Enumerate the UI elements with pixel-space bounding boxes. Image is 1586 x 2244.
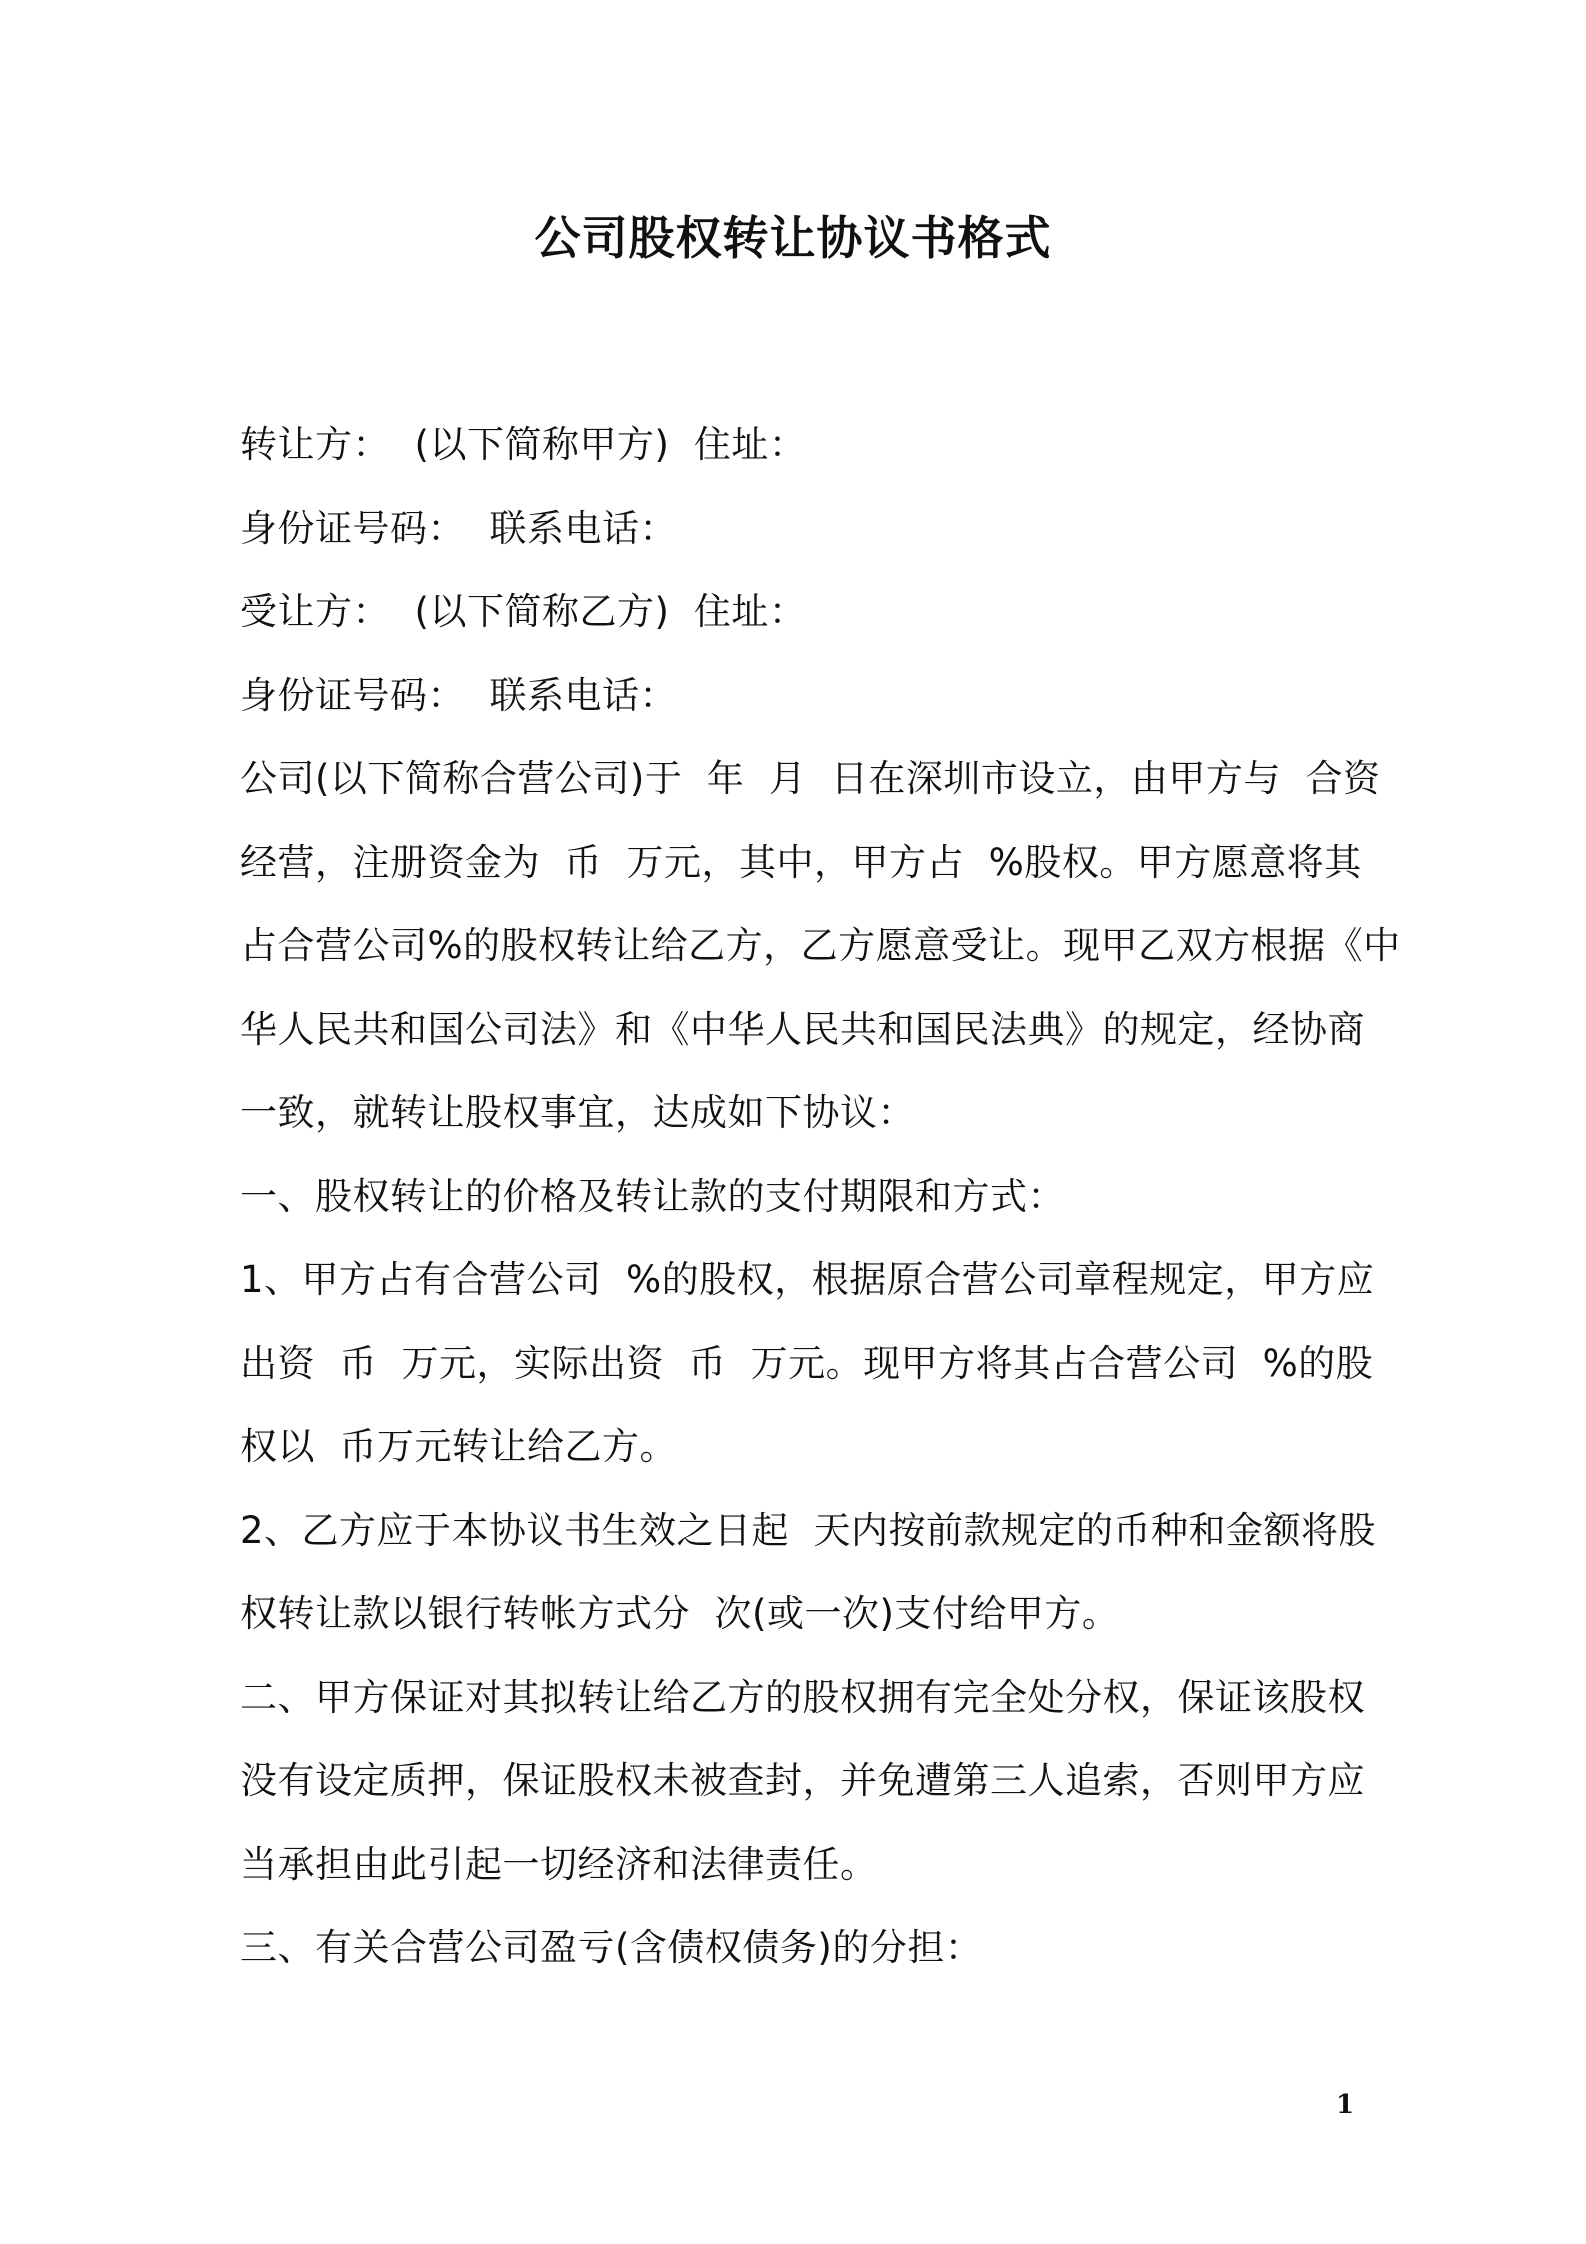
text-line: 受让方： (以下简称乙方) 住址： (240, 590, 807, 633)
text-line: 当承担由此引起一切经济和法律责任。 (240, 1842, 878, 1886)
text-line: 华人民共和国公司法》和《中华人民共和国民法典》的规定，经协商 (240, 1007, 1365, 1051)
document-body (240, 403, 1401, 1990)
text-line: 出资 币 万元，实际出资 币 万元。现甲方将其占合营公司 %的股 (240, 1341, 1374, 1385)
text-line: 1、甲方占有合营公司 %的股权，根据原合营公司章程规定，甲方应 (240, 1258, 1375, 1301)
text-line: 转让方： (以下简称甲方) 住址： (240, 423, 807, 466)
text-line: 权以 币万元转让给乙方。 (240, 1425, 678, 1468)
text-line: 身份证号码： 联系电话： (240, 673, 678, 717)
text-line: 没有设定质押，保证股权未被查封，并免遭第三人追索，否则甲方应 (240, 1759, 1365, 1802)
section-heading: 一、股权转让的价格及转让款的支付期限和方式： (240, 1174, 1065, 1218)
text-line: 公司(以下简称合营公司)于 年 月 日在深圳市设立，由甲方与 合资 (240, 757, 1381, 800)
text-line: 权转让款以银行转帐方式分 次(或一次)支付给甲方。 (240, 1592, 1120, 1635)
section-heading: 二、甲方保证对其拟转让给乙方的股权拥有完全处分权，保证该股权 (240, 1675, 1365, 1719)
text-line: 身份证号码： 联系电话： (240, 506, 678, 550)
text-line: 2、乙方应于本协议书生效之日起 天内按前款规定的币种和金额将股 (240, 1508, 1377, 1552)
document-title: 公司股权转让协议书格式 (534, 211, 1052, 265)
page-number: 1 (1336, 2090, 1355, 2120)
text-line: 一致，就转让股权事宜，达成如下协议： (240, 1091, 915, 1134)
section-heading: 三、有关合营公司盈亏(含债权债务)的分担： (240, 1926, 983, 1969)
text-line: 占合营公司%的股权转让给乙方，乙方愿意受让。现甲乙双方根据《中 (240, 924, 1401, 967)
text-line: 经营，注册资金为 币 万元，其中，甲方占 %股权。甲方愿意将其 (240, 840, 1362, 884)
